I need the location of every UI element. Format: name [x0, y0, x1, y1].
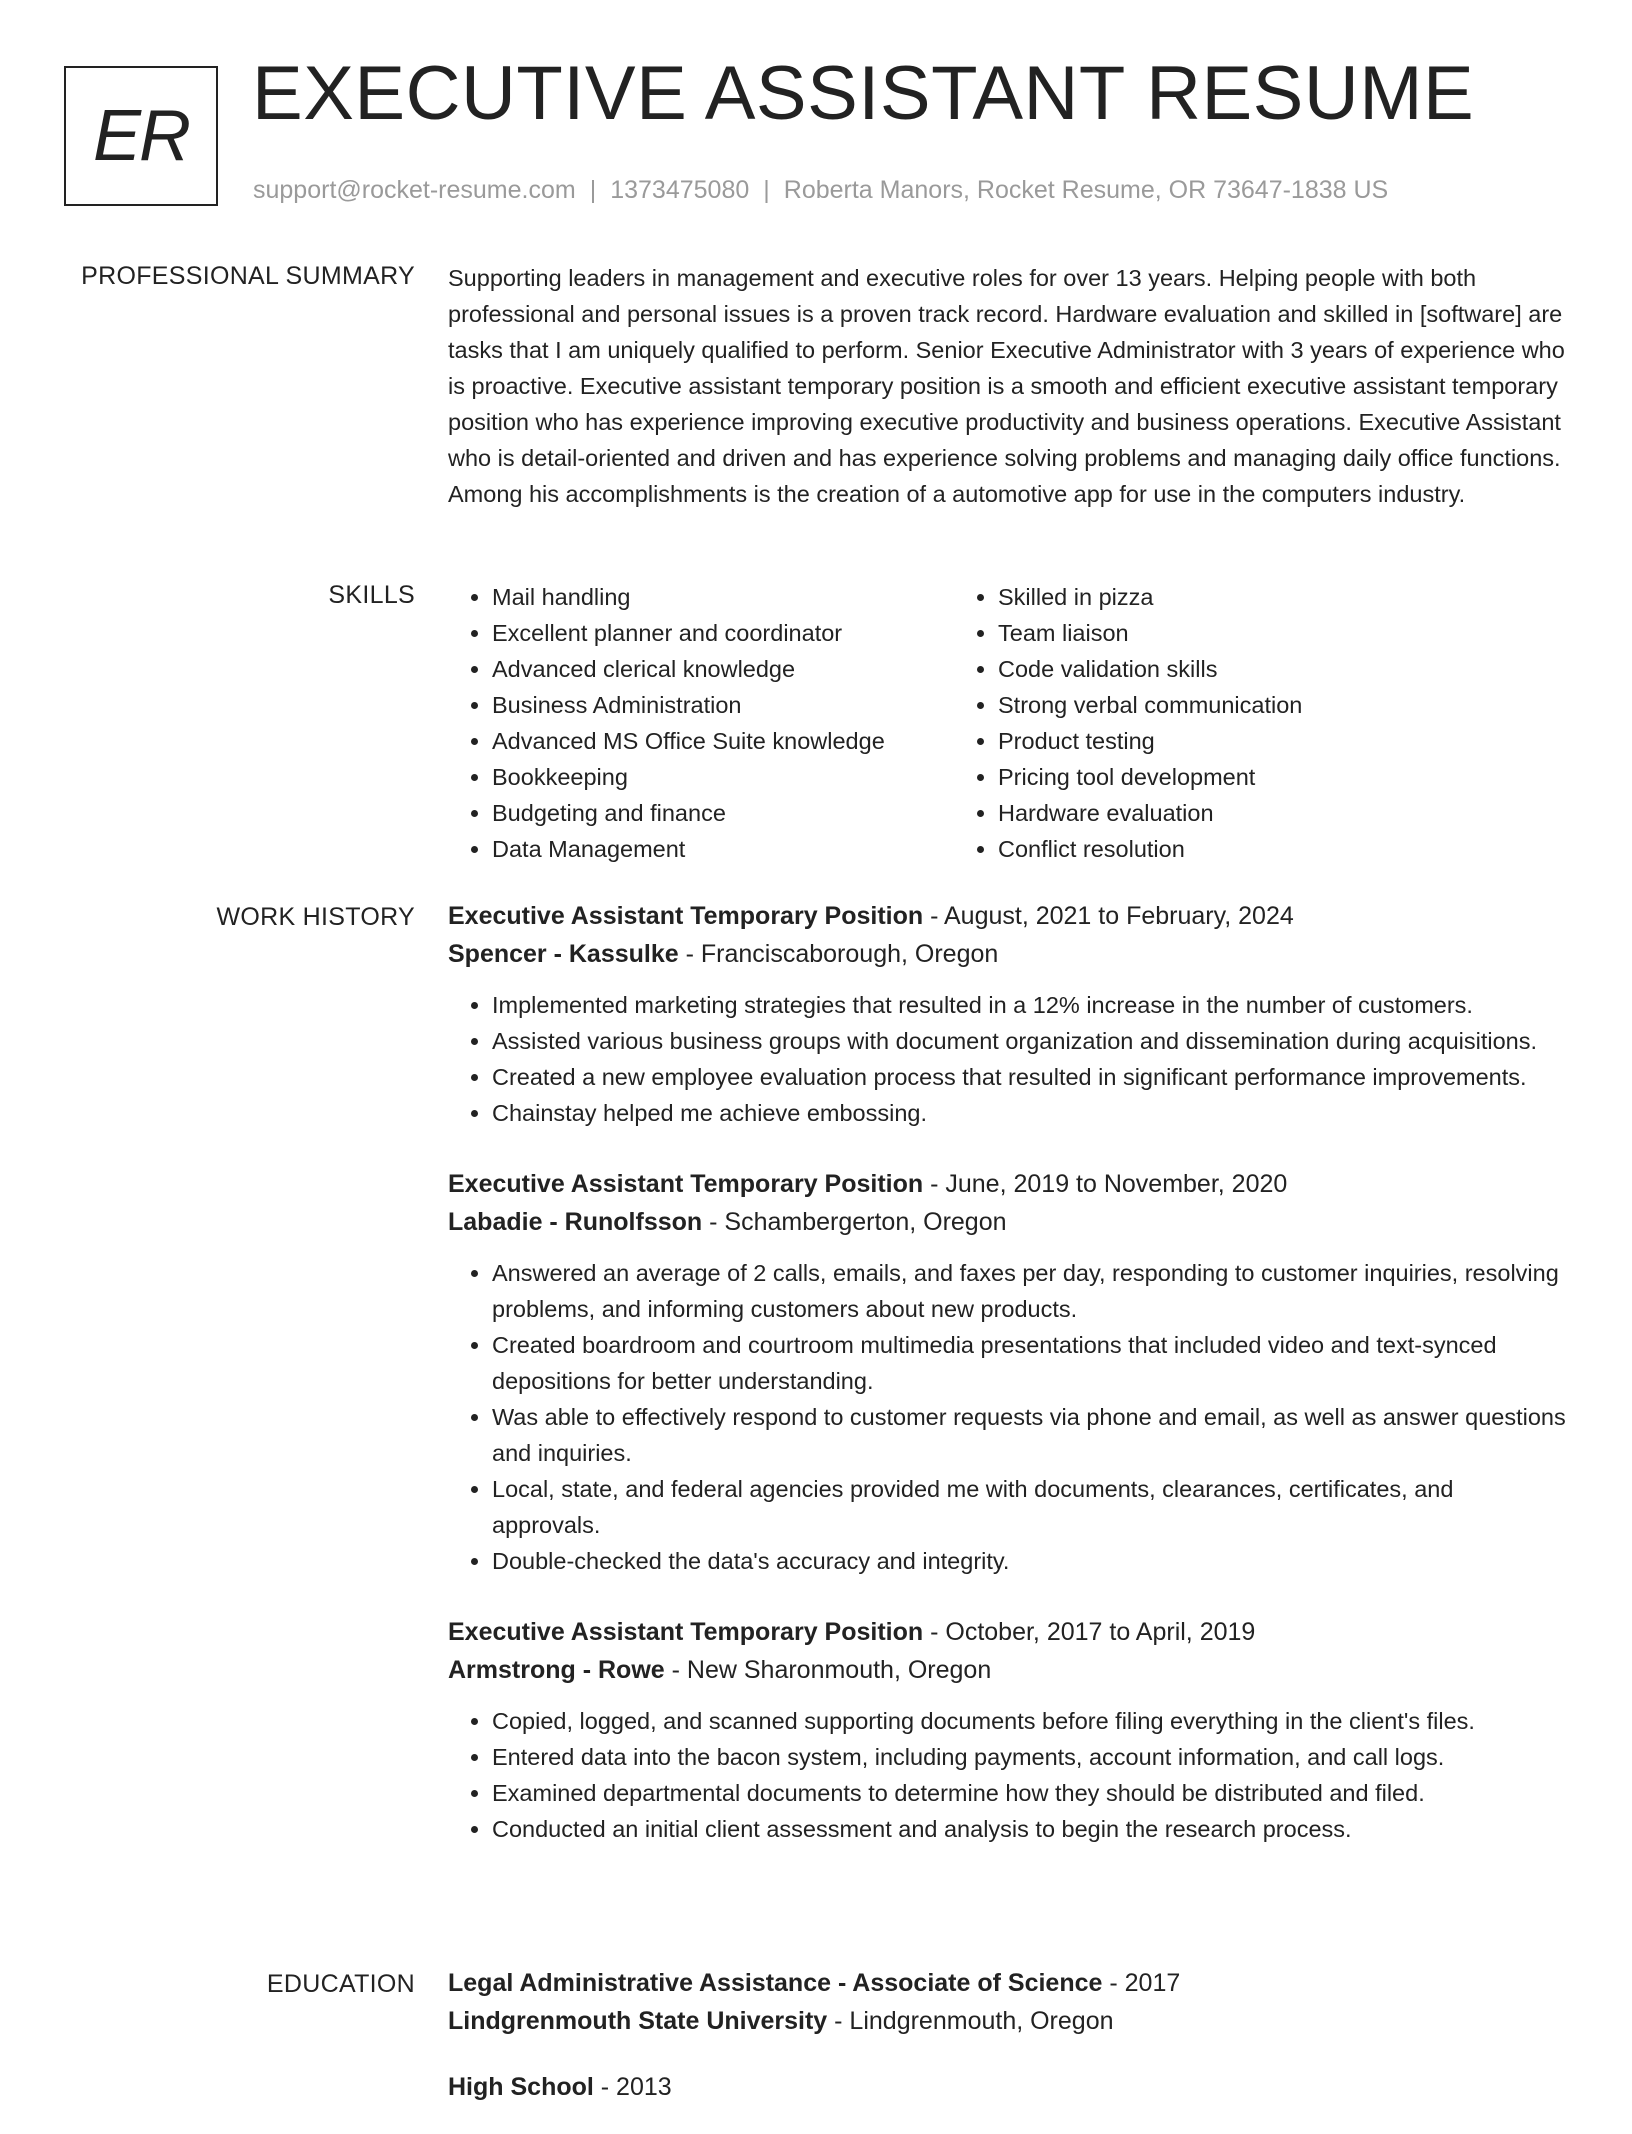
- job-title: Executive Assistant Temporary Position: [448, 1170, 924, 1198]
- skill-item: • Conflict resolution: [998, 831, 1460, 867]
- education-entry: [448, 1964, 1568, 2040]
- education-year: - 2013: [593, 2073, 672, 2101]
- contact-email: support@rocket-resume.com: [253, 176, 576, 204]
- job-entry: [448, 1165, 1568, 1579]
- job-company-line: [448, 1203, 1568, 1241]
- education-school-line: [448, 2002, 1568, 2040]
- job-bullet: • Copied, logged, and scanned supporting documents before filing everything in the client's files.: [492, 1703, 1568, 1739]
- contact-address: Roberta Manors, Rocket Resume, OR 73647-1838 US: [783, 176, 1389, 204]
- section-label-summary: PROFESSIONAL SUMMARY: [81, 262, 415, 290]
- job-entry: [448, 1613, 1568, 1847]
- job-bullet: • Chainstay helped me achieve embossing.: [492, 1095, 1568, 1131]
- skill-item: • Hardware evaluation: [998, 795, 1460, 831]
- monogram-initials: ER: [92, 96, 190, 176]
- job-dates: - October, 2017 to April, 2019: [923, 1618, 1256, 1646]
- skill-item: • Team liaison: [998, 615, 1460, 651]
- skills-columns: [448, 579, 1568, 867]
- skill-item: • Bookkeeping: [492, 759, 954, 795]
- skill-item: • Pricing tool development: [998, 759, 1460, 795]
- job-bullet: • Created boardroom and courtroom multimedia presentations that included video and text-synced depositions for better understanding.: [492, 1327, 1568, 1399]
- job-bullets: [448, 987, 1568, 1131]
- job-title-line: [448, 1165, 1568, 1203]
- job-title: Executive Assistant Temporary Position: [448, 1618, 924, 1646]
- job-bullet: • Answered an average of 2 calls, emails, and faxes per day, responding to customer inquiries, resolving problems, and informing customers about new products.: [492, 1255, 1568, 1327]
- skill-item: • Strong verbal communication: [998, 687, 1460, 723]
- contact-phone: 1373475080: [610, 176, 750, 204]
- job-dates: - June, 2019 to November, 2020: [923, 1170, 1288, 1198]
- job-bullets: [448, 1703, 1568, 1847]
- education-degree-line: [448, 2068, 1568, 2106]
- skill-item: • Mail handling: [492, 579, 954, 615]
- monogram-box: [64, 66, 218, 206]
- job-bullet: • Entered data into the bacon system, including payments, account information, and call logs.: [492, 1739, 1568, 1775]
- education-degree: Legal Administrative Assistance - Associate of Science: [448, 1969, 1103, 1997]
- job-title: Executive Assistant Temporary Position: [448, 902, 924, 930]
- job-location: - Schambergerton, Oregon: [702, 1208, 1007, 1236]
- skill-item: • Budgeting and finance: [492, 795, 954, 831]
- job-bullet: • Conducted an initial client assessment and analysis to begin the research process.: [492, 1811, 1568, 1847]
- section-label-skills: SKILLS: [328, 581, 415, 609]
- skill-item: • Code validation skills: [998, 651, 1460, 687]
- job-bullet: • Assisted various business groups with document organization and dissemination during acquisitions.: [492, 1023, 1568, 1059]
- summary-body: [448, 262, 1568, 512]
- skill-item: • Data Management: [492, 831, 954, 867]
- section-label-education: EDUCATION: [266, 1970, 415, 1998]
- job-location: - New Sharonmouth, Oregon: [664, 1656, 992, 1684]
- contact-separator: |: [589, 176, 597, 204]
- job-entry: [448, 897, 1568, 1131]
- job-bullet: • Double-checked the data's accuracy and integrity.: [492, 1543, 1568, 1579]
- education-degree-line: [448, 1964, 1568, 2002]
- job-company: Armstrong - Rowe: [448, 1656, 665, 1684]
- job-company-line: [448, 1651, 1568, 1689]
- job-company: Labadie - Runolfsson: [448, 1208, 703, 1236]
- job-bullet: • Created a new employee evaluation process that resulted in significant performance improvements.: [492, 1059, 1568, 1095]
- education-degree: High School: [448, 2073, 594, 2101]
- job-bullet: • Local, state, and federal agencies provided me with documents, clearances, certificates, and approvals.: [492, 1471, 1568, 1543]
- skill-item: • Business Administration: [492, 687, 954, 723]
- contact-line: [253, 176, 1388, 205]
- skill-item: • Excellent planner and coordinator: [492, 615, 954, 651]
- summary-text: Supporting leaders in management and executive roles for over 13 years. Helping people with both professional and personal issues is a proven track record. Hardware evaluation and skilled in [software] are tasks that I am uniquely qualified to perform. Senior Executive Administrator with 3 years of experience who is proactive. Executive assistant temporary position is a smooth and efficient executive assistant temporary position who has experience improving executive productivity and business operations. Executive Assistant who is detail-oriented and driven and has experience solving problems and managing daily office functions. Among his accomplishments is the creation of a automotive app for use in the computers industry.: [448, 265, 1565, 507]
- job-bullets: [448, 1255, 1568, 1579]
- contact-separator: |: [763, 176, 770, 204]
- job-company-line: [448, 935, 1568, 973]
- section-label-work: WORK HISTORY: [216, 903, 415, 931]
- skill-item: • Skilled in pizza: [998, 579, 1460, 615]
- job-location: - Franciscaborough, Oregon: [678, 940, 999, 968]
- skill-item: • Advanced MS Office Suite knowledge: [492, 723, 954, 759]
- work-body: [448, 897, 1568, 1881]
- skill-item: • Product testing: [998, 723, 1460, 759]
- skills-body: [448, 581, 1568, 867]
- education-school: Lindgrenmouth State University: [448, 2007, 828, 2035]
- job-company: Spencer - Kassulke: [448, 940, 679, 968]
- job-bullet: • Examined departmental documents to determine how they should be distributed and filed.: [492, 1775, 1568, 1811]
- job-title-line: [448, 897, 1568, 935]
- skills-list-left: [448, 579, 954, 867]
- education-entry: [448, 2068, 1568, 2106]
- job-dates: - August, 2021 to February, 2024: [923, 902, 1294, 930]
- education-year: - 2017: [1102, 1969, 1181, 1997]
- job-bullet: • Was able to effectively respond to customer requests via phone and email, as well as answer questions and inquiries.: [492, 1399, 1568, 1471]
- skill-item: • Advanced clerical knowledge: [492, 651, 954, 687]
- skills-list-right: [954, 579, 1460, 867]
- job-bullet: • Implemented marketing strategies that resulted in a 12% increase in the number of customers.: [492, 987, 1568, 1023]
- job-title-line: [448, 1613, 1568, 1651]
- education-location: - Lindgrenmouth, Oregon: [827, 2007, 1114, 2035]
- education-body: [448, 1964, 1568, 2134]
- resume-title: EXECUTIVE ASSISTANT RESUME: [252, 51, 1475, 136]
